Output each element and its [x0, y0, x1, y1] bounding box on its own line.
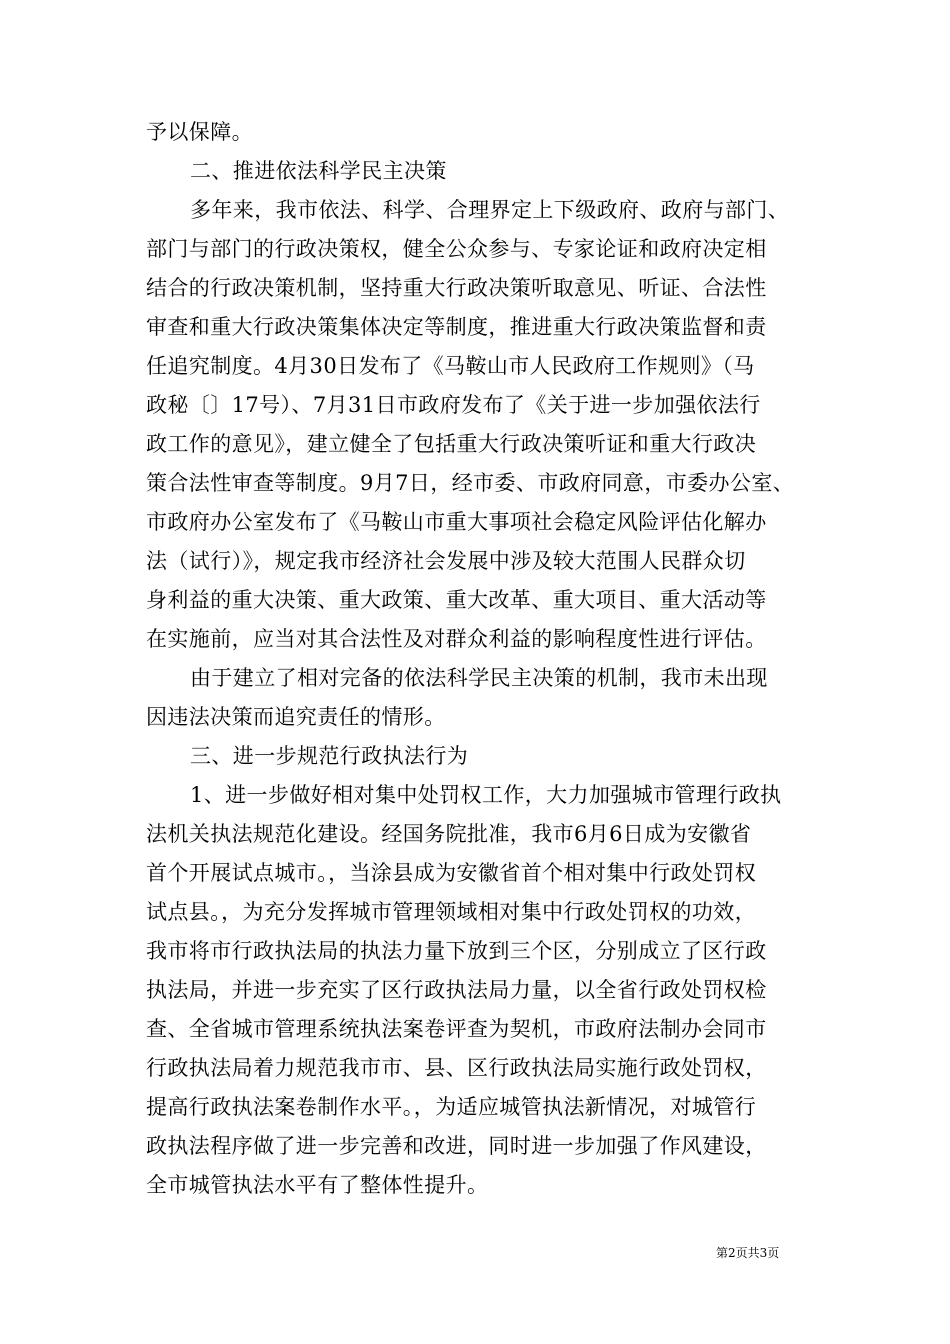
text-line: 政秘〔〕17号）、7月31日市政府发布了《关于进一步加强依法行	[146, 393, 761, 417]
text-line: 试点县。，为充分发挥城市管理领域相对集中行政处罚权的功效，	[146, 900, 757, 924]
text-line: 我市将市行政执法局的执法力量下放到三个区，分别成立了区行政	[146, 939, 767, 963]
text-line: 法机关执法规范化建设。经国务院批准，我市6月6日成为安徽省	[146, 822, 752, 846]
text-line: 由于建立了相对完备的依法科学民主决策的机制，我市未出现	[190, 666, 768, 690]
text-line: 政工作的意见》，建立健全了包括重大行政决策听证和重大行政决	[146, 432, 757, 456]
text-line: 策合法性审查等制度。9月7日，经市委、市政府同意，市委办公室、	[146, 471, 795, 495]
text-line: 在实施前，应当对其合法性及对群众利益的影响程度性进行评估。	[146, 627, 767, 651]
page-number-footer: 第2页共3页	[716, 1246, 780, 1260]
text-line: 审查和重大行政决策集体决定等制度，推进重大行政决策监督和责	[146, 315, 767, 339]
document-body	[146, 113, 811, 1205]
text-line: 二、推进依法科学民主决策	[190, 159, 447, 183]
text-line: 因违法决策而追究责任的情形。	[146, 705, 446, 729]
text-line: 执法局，并进一步充实了区行政执法局力量，以全省行政处罚权检	[146, 978, 767, 1002]
text-line: 部门与部门的行政决策权，健全公众参与、专家论证和政府决定相	[146, 237, 767, 261]
text-line: 行政执法局着力规范我市市、县、区行政执法局实施行政处罚权，	[146, 1056, 767, 1080]
text-line: 政执法程序做了进一步完善和改进，同时进一步加强了作风建设，	[146, 1134, 767, 1158]
text-line: 结合的行政决策机制，坚持重大行政决策听取意见、听证、合法性	[146, 276, 767, 300]
text-line: 查、全省城市管理系统执法案卷评查为契机，市政府法制办会同市	[146, 1017, 767, 1041]
text-line: 全市城管执法水平有了整体性提升。	[146, 1173, 489, 1197]
text-line: 多年来，我市依法、科学、合理界定上下级政府、政府与部门、	[190, 198, 790, 222]
text-line: 首个开展试点城市。，当涂县成为安徽省首个相对集中行政处罚权	[146, 861, 757, 885]
text-line: 任追究制度。4月30日发布了《马鞍山市人民政府工作规则》（马	[146, 354, 755, 378]
text-line: 法（试行）》，规定我市经济社会发展中涉及较大范围人民群众切	[146, 549, 746, 573]
text-line: 三、进一步规范行政执法行为	[190, 744, 469, 768]
text-line: 市政府办公室发布了《马鞍山市重大事项社会稳定风险评估化解办	[146, 510, 767, 534]
text-line: 身利益的重大决策、重大政策、重大改革、重大项目、重大活动等	[146, 588, 767, 612]
text-line: 1、进一步做好相对集中处罚权工作，大力加强城市管理行政执	[190, 783, 782, 807]
text-line: 提高行政执法案卷制作水平。，为适应城管执法新情况，对城管行	[146, 1095, 757, 1119]
text-line: 予以保障。	[146, 120, 253, 144]
